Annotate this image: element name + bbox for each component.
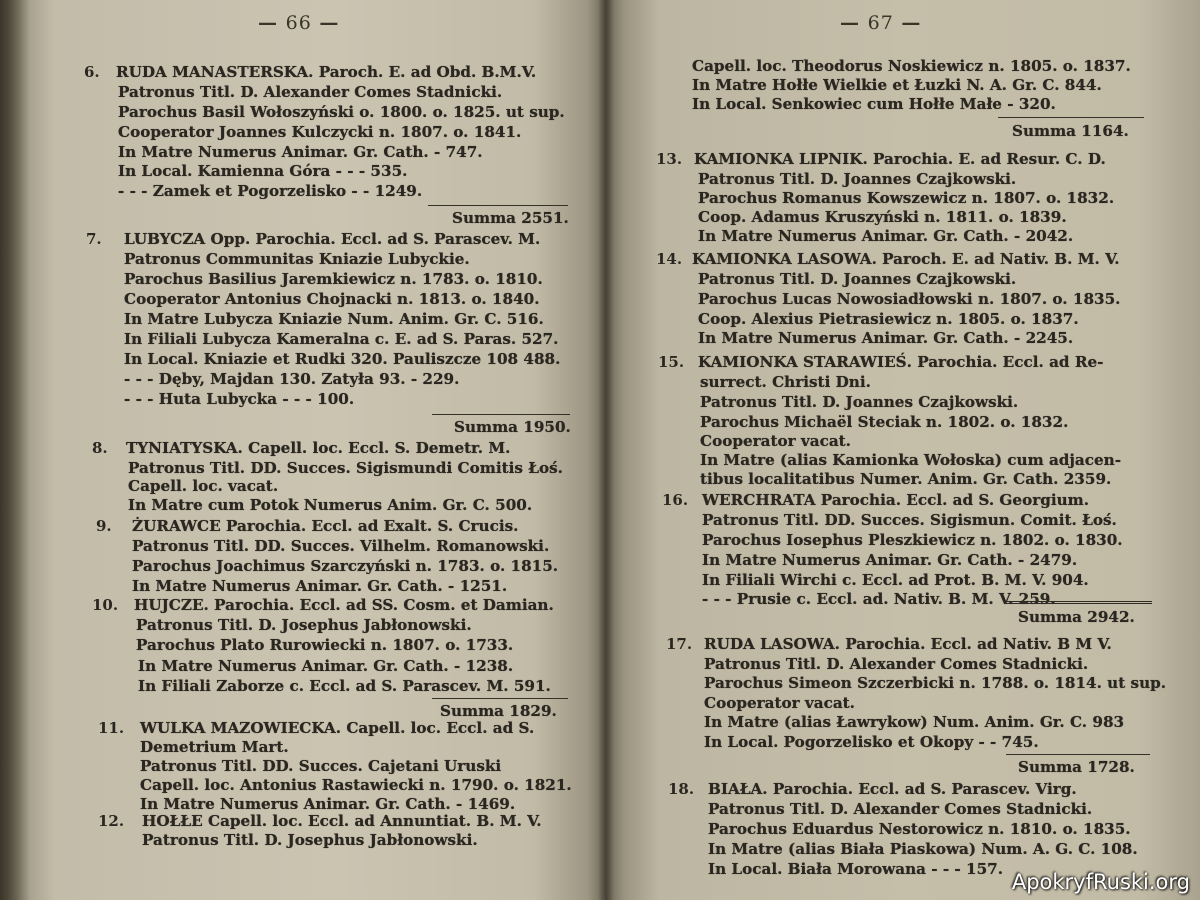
entry-line: Patronus Titl. DD. Succes. Sigismundi Comitis Łoś. <box>128 459 563 477</box>
entry-line: Patronus Titl. D. Alexander Comes Stadnicki. <box>708 800 1093 818</box>
entry-line: In Local. Pogorzelisko et Okopy - - 745. <box>704 733 1039 751</box>
entry-number: 12. <box>98 812 125 830</box>
entry-number: 8. <box>92 439 108 457</box>
entry-line: In Matre Numerus Animar. Gr. Cath. - 2042. <box>698 227 1074 245</box>
right-page-number: — 67 — <box>840 12 922 34</box>
entry-heading: WULKA MAZOWIECKA. Capell. loc. Eccl. ad S. <box>140 719 535 737</box>
entry-line: Parochus Basil Wołoszyński o. 1800. o. 1825. ut sup. <box>118 103 565 121</box>
entry-heading: RUDA LASOWA. Parochia. Eccl. ad Nativ. B M V. <box>704 635 1112 653</box>
entry-line: In Matre (alias Ławrykow) Num. Anim. Gr. C. 983 <box>704 713 1125 731</box>
entry-line: Patronus Titl. D. Joannes Czajkowski. <box>698 170 1017 188</box>
entry-number: 11. <box>98 719 125 737</box>
entry-line: Capell. loc. vacat. <box>128 477 279 495</box>
entry-line: Patronus Titl. D. Alexander Comes Stadnicki. <box>704 655 1089 673</box>
entry-line: Parochus Basilius Jaremkiewicz n. 1783. o. 1810. <box>124 270 543 288</box>
entry-line: Patronus Titl. DD. Succes. Sigismun. Comit. Łoś. <box>702 511 1117 529</box>
entry-heading: RUDA MANASTERSKA. Paroch. E. ad Obd. B.M.V. <box>116 63 537 81</box>
entry-line: Parochus Michaël Steciak n. 1802. o. 1832. <box>700 413 1069 431</box>
entry-line: In Matre Numerus Animar. Gr. Cath. - 1469. <box>140 795 516 813</box>
entry-line: Patronus Titl. D. Alexander Comes Stadnicki. <box>118 83 503 101</box>
entry-line: In Local. Kniazie et Rudki 320. Pauliszcze 108 488. <box>124 350 561 368</box>
entry-line: In Matre cum Potok Numerus Anim. Gr. C. 500. <box>128 496 533 514</box>
sum-rule <box>998 117 1144 118</box>
entry-line: Patronus Titl. D. Josephus Jabłonowski. <box>136 616 472 634</box>
entry-line: In Local. Biała Morowana - - - 157. <box>708 860 1004 878</box>
entry-line: Patronus Titl. D. Josephus Jabłonowski. <box>142 831 478 849</box>
entry-heading: KAMIONKA LIPNIK. Parochia. E. ad Resur. C. D. <box>694 150 1106 168</box>
entry-line: In Matre Numerus Animar. Gr. Cath. - 2479. <box>702 551 1078 569</box>
entry-line: Capell. loc. Antonius Rastawiecki n. 1790. o. 1821. <box>140 776 572 794</box>
entry-heading: TYNIATYSKA. Capell. loc. Eccl. S. Demetr. M. <box>126 439 511 457</box>
entry-summa: Summa 2551. <box>452 209 569 227</box>
right-page <box>606 0 1200 900</box>
entry-heading: KAMIONKA STARAWIEŚ. Parochia. Eccl. ad Re- <box>698 353 1104 371</box>
entry-line: In Matre Lubycza Kniazie Num. Anim. Gr. C. 516. <box>124 310 544 328</box>
entry-line: Demetrium Mart. <box>140 738 289 756</box>
entry-line: Patronus Titl. D. Joannes Czajkowski. <box>698 270 1017 288</box>
entry-number: 10. <box>92 596 119 614</box>
sum-rule <box>1006 754 1150 755</box>
entry-number: 18. <box>668 780 695 798</box>
entry-heading: HUJCZE. Parochia. Eccl. ad SS. Cosm. et Damian. <box>134 596 554 614</box>
book-gutter <box>598 0 614 900</box>
sum-rule <box>432 698 568 699</box>
entry-line: Coop. Adamus Kruszyński n. 1811. o. 1839. <box>698 208 1067 226</box>
entry-summa: Summa 1950. <box>454 418 571 436</box>
entry-line: In Local. Kamienna Góra - - - 535. <box>118 162 408 180</box>
entry-line: Coop. Alexius Pietrasiewicz n. 1805. o. 1837. <box>698 310 1079 328</box>
left-page-number: — 66 — <box>258 12 340 34</box>
entry-heading: HOŁŁE Capell. loc. Eccl. ad Annuntiat. B. M. V. <box>142 812 542 830</box>
entry-summa: Summa 1829. <box>440 702 557 720</box>
right-page-number-value: 67 <box>867 12 894 34</box>
sum-rule <box>428 205 568 206</box>
sum-rule <box>1006 601 1152 604</box>
entry-heading: LUBYCZA Opp. Parochia. Eccl. ad S. Parascev. M. <box>124 230 541 248</box>
entry-line: In Matre (alias Kamionka Wołoska) cum adjacen- <box>700 451 1122 469</box>
entry-line: Cooperator vacat. <box>704 694 855 712</box>
entry-line: In Matre Numerus Animar. Gr. Cath. - 1238. <box>138 657 514 675</box>
entry-line: Patronus Titl. D. Joannes Czajkowski. <box>700 393 1019 411</box>
entry-number: 7. <box>86 230 102 248</box>
watermark: ApokryfRuski.org <box>1011 870 1190 894</box>
entry-line: In Filiali Zaborze c. Eccl. ad S. Parascev. M. 591. <box>138 677 551 695</box>
entry-line: - - - Prusie c. Eccl. ad. Nativ. B. M. V. 259. <box>702 590 1056 608</box>
entry-line: In Matre (alias Biała Piaskowa) Num. A. G. C. 108. <box>708 840 1138 858</box>
entry-number: 15. <box>658 353 685 371</box>
entry-heading: BIAŁA. Parochia. Eccl. ad S. Parascev. Virg. <box>708 780 1077 798</box>
entry-line: Parochus Joachimus Szarczyński n. 1783. o. 1815. <box>132 557 559 575</box>
sum-rule <box>432 414 570 415</box>
entry-summa: Summa 1728. <box>1018 758 1135 776</box>
entry-number: 17. <box>666 635 693 653</box>
entry-heading: KAMIONKA LASOWA. Paroch. E. ad Nativ. B. M. V. <box>692 250 1120 268</box>
entry-line: surrect. Christi Dni. <box>700 373 871 391</box>
entry-line: - - - Zamek et Pogorzelisko - - 1249. <box>118 182 423 200</box>
left-page-number-value: 66 <box>285 12 312 34</box>
entry-line: Parochus Plato Rurowiecki n. 1807. o. 1733. <box>136 636 514 654</box>
entry-number: 16. <box>662 491 689 509</box>
entry-line: Parochus Simeon Szczerbicki n. 1788. o. 1814. ut sup. <box>704 674 1167 692</box>
entry-line: Patronus Communitas Kniazie Lubyckie. <box>124 250 470 268</box>
entry-line: In Matre Numerus Animar. Gr. Cath. - 747. <box>118 143 483 161</box>
entry-line: In Local. Senkowiec cum Hołłe Małe - 320. <box>692 95 1056 113</box>
entry-line: Parochus Romanus Kowszewicz n. 1807. o. 1832. <box>698 189 1115 207</box>
entry-line: Parochus Eduardus Nestorowicz n. 1810. o. 1835. <box>708 820 1131 838</box>
entry-line: Capell. loc. Theodorus Noskiewicz n. 1805. o. 1837. <box>692 57 1131 75</box>
entry-line: Patronus Titl. DD. Succes. Vilhelm. Romanowski. <box>132 537 550 555</box>
entry-summa: Summa 2942. <box>1018 608 1135 626</box>
entry-summa: Summa 1164. <box>1012 122 1129 140</box>
entry-number: 13. <box>656 150 683 168</box>
entry-number: 14. <box>656 250 683 268</box>
entry-line: Cooperator Antonius Chojnacki n. 1813. o. 1840. <box>124 290 540 308</box>
entry-line: Parochus Iosephus Pleszkiewicz n. 1802. o. 1830. <box>702 531 1123 549</box>
entry-line: - - - Dęby, Majdan 130. Zatyła 93. - 229. <box>124 370 460 388</box>
entry-line: In Filiali Lubycza Kameralna c. E. ad S. Paras. 527. <box>124 330 559 348</box>
book-edge <box>0 0 30 900</box>
entry-line: In Matre Numerus Animar. Gr. Cath. - 2245. <box>698 329 1074 347</box>
entry-line: Cooperator Joannes Kulczycki n. 1807. o. 1841. <box>118 123 522 141</box>
entry-heading: WERCHRATA Parochia. Eccl. ad S. Georgium. <box>702 491 1089 509</box>
entry-line: - - - Huta Lubycka - - - 100. <box>124 390 355 408</box>
entry-line: tibus localitatibus Numer. Anim. Gr. Cath. 2359. <box>700 470 1112 488</box>
entry-number: 9. <box>96 517 112 535</box>
entry-line: Patronus Titl. DD. Succes. Cajetani Uruski <box>140 757 502 775</box>
entry-line: In Filiali Wirchi c. Eccl. ad Prot. B. M. V. 904. <box>702 571 1089 589</box>
entry-number: 6. <box>84 63 100 81</box>
entry-line: In Matre Hołłe Wielkie et Łuzki N. A. Gr. C. 844. <box>692 76 1102 94</box>
entry-line: In Matre Numerus Animar. Gr. Cath. - 1251. <box>132 577 508 595</box>
entry-heading: ŻURAWCE Parochia. Eccl. ad Exalt. S. Crucis. <box>132 517 519 535</box>
entry-line: Cooperator vacat. <box>700 432 851 450</box>
entry-line: Parochus Lucas Nowosiadłowski n. 1807. o. 1835. <box>698 290 1121 308</box>
